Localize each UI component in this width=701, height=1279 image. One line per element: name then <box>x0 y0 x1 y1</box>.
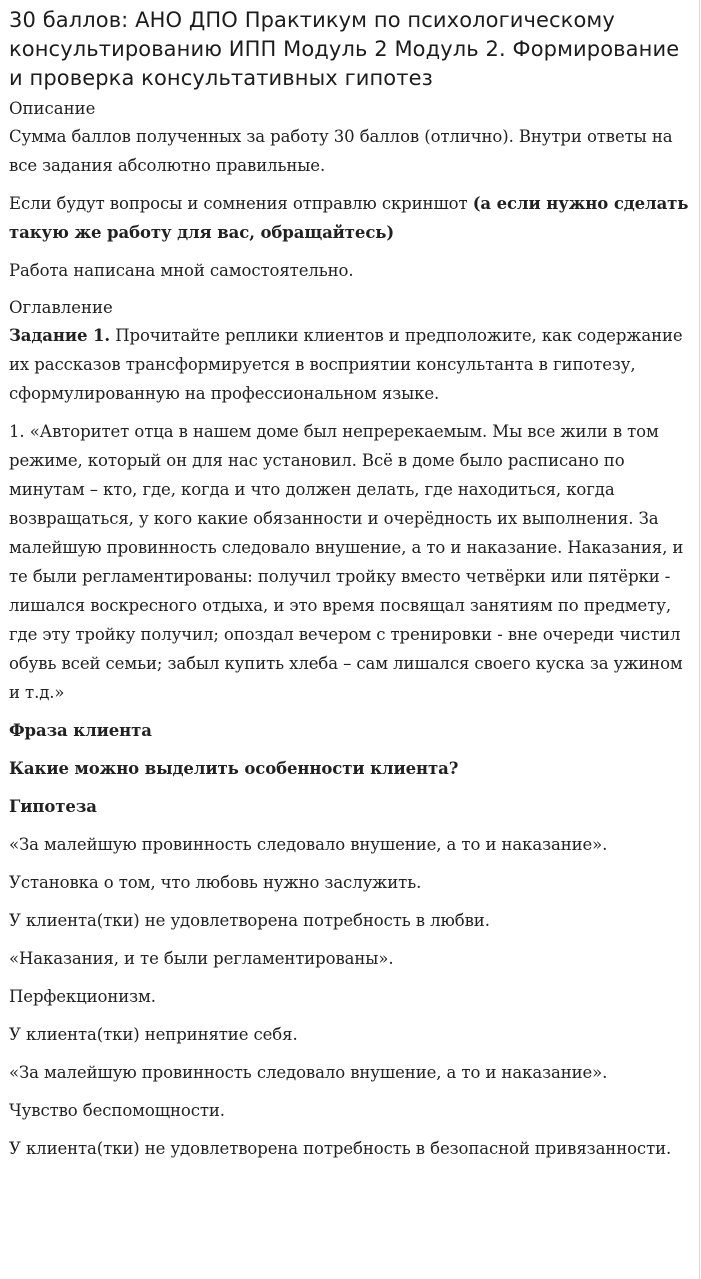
table-row: У клиента(тки) не удовлетворена потребность в любви. <box>9 911 490 930</box>
table-row: «За малейшую провинность следовало внушение, а то и наказание». <box>9 835 608 854</box>
client-quote: 1. «Авторитет отца в нашем доме был непререкаемым. Мы все жили в том режиме, который он для нас установил. Всё в доме было расписано по минутам – кто, где, когда и что должен делать, где находиться, когда возвращаться, у кого какие обязанности и очерёдность их выполнения. За малейшую провинность следовало внушение, а то и наказание. Наказания, и те были регламентированы: получил тройку вместо четвёрки или пятёрки - лишался воскресного отдыха, и это время посвящал занятиям по предмету, где эту тройку получил; опоздал вечером с тренировки - вне очереди чистил обувь всей семьи; забыл купить хлеба – сам лишался своего куска за ужином и т.д.» <box>9 422 684 702</box>
table-row: «Наказания, и те были регламентированы». <box>9 949 394 968</box>
table-row: «За малейшую провинность следовало внушение, а то и наказание». <box>9 1063 608 1082</box>
task1-text: Прочитайте реплики клиентов и предположите, как содержание их рассказов трансформируется в восприятии консультанта в гипотезу, сформулированную на профессиональном языке. <box>9 326 683 403</box>
screenshot-note-bold: (а если нужно сделать такую же работу для вас, обращайтесь) <box>9 194 689 242</box>
task1-paragraph <box>9 321 693 408</box>
screenshot-note-text: Если будут вопросы и сомнения отправлю скриншот <box>9 194 473 213</box>
task1-label: Задание 1. <box>9 326 111 345</box>
table-row: У клиента(тки) не удовлетворена потребность в безопасной привязанности. <box>9 1139 672 1158</box>
table-row: У клиента(тки) непринятие себя. <box>9 1025 298 1044</box>
header-phrase-text: Фраза клиента <box>9 721 152 740</box>
header-features <box>9 754 693 783</box>
table-row: Установка о том, что любовь нужно заслужить. <box>9 873 422 892</box>
table-row: Чувство беспомощности. <box>9 1101 225 1120</box>
table-row: Перфекционизм. <box>9 987 156 1006</box>
header-features-text: Какие можно выделить особенности клиента? <box>9 759 459 778</box>
page-title: 30 баллов: АНО ДПО Практикум по психологическому консультированию ИПП Модуль 2 Модуль 2. Формирование и проверка консультативных гипотез <box>9 8 680 90</box>
document-body <box>9 6 693 1163</box>
toc-label: Оглавление <box>9 298 113 317</box>
header-hypothesis-text: Гипотеза <box>9 797 97 816</box>
screenshot-note <box>9 189 693 247</box>
page-border <box>699 0 700 1279</box>
header-hypothesis <box>9 792 693 821</box>
authorship-note: Работа написана мной самостоятельно. <box>9 261 354 280</box>
header-phrase <box>9 716 693 745</box>
description-label: Описание <box>9 99 96 118</box>
description-text: Сумма баллов полученных за работу 30 баллов (отлично). Внутри ответы на все задания абсолютно правильные. <box>9 127 673 175</box>
